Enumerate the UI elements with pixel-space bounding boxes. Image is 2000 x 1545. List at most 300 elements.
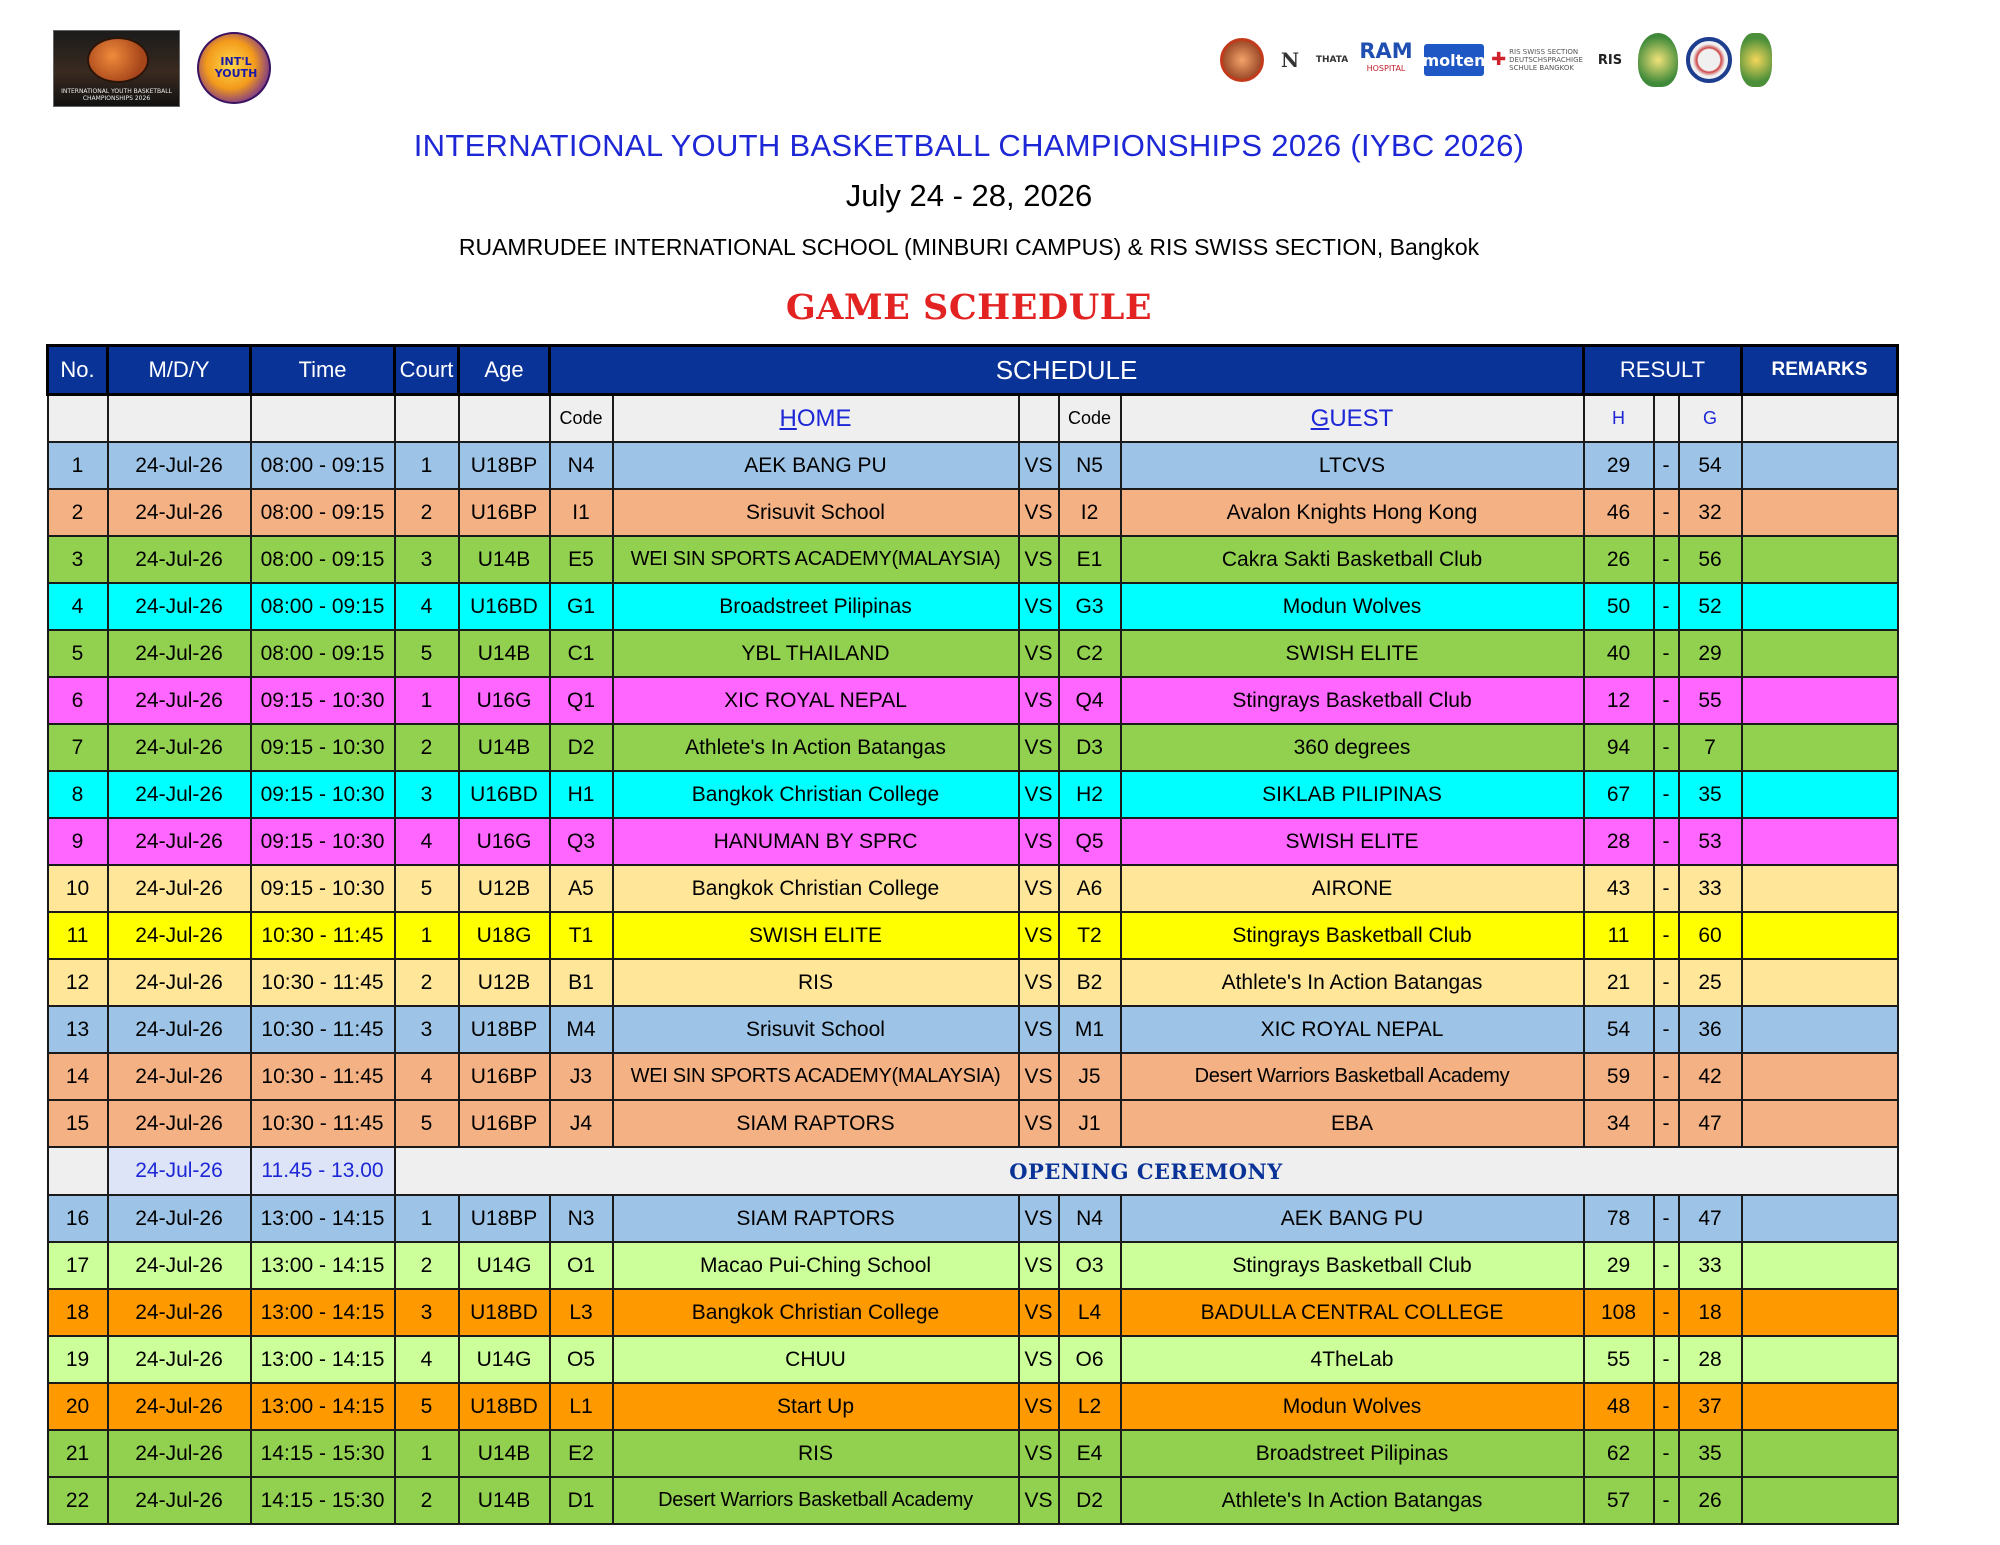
sponsor-molten-logo: molten (1424, 44, 1484, 76)
guest-score: 29 (1679, 630, 1742, 677)
game-no: 17 (48, 1242, 108, 1289)
game-time: 08:00 - 09:15 (251, 630, 395, 677)
home-team-code: O1 (550, 1242, 613, 1289)
guest-team-name: BADULLA CENTRAL COLLEGE (1121, 1289, 1584, 1336)
sponsor-logos (1220, 30, 1780, 90)
table-subheader-row (48, 395, 1898, 443)
home-team-code: N3 (550, 1195, 613, 1242)
guest-score: 26 (1679, 1477, 1742, 1524)
vs-label: VS (1019, 1053, 1059, 1100)
guest-team-code: A6 (1059, 865, 1121, 912)
remarks-cell (1742, 912, 1898, 959)
guest-team-name: Broadstreet Pilipinas (1121, 1430, 1584, 1477)
subheader-blank (459, 395, 550, 443)
score-separator: - (1654, 1242, 1679, 1289)
table-row (48, 1195, 1898, 1242)
guest-score: 33 (1679, 1242, 1742, 1289)
game-court: 4 (395, 1336, 459, 1383)
guest-score: 52 (1679, 583, 1742, 630)
col-age-header: Age (459, 346, 550, 395)
game-court: 3 (395, 536, 459, 583)
game-date: 24-Jul-26 (108, 1195, 251, 1242)
score-separator: - (1654, 959, 1679, 1006)
game-date: 24-Jul-26 (108, 677, 251, 724)
guest-score: 7 (1679, 724, 1742, 771)
home-score: 12 (1584, 677, 1654, 724)
game-date: 24-Jul-26 (108, 1430, 251, 1477)
game-age-group: U18BP (459, 442, 550, 489)
vs-label: VS (1019, 536, 1059, 583)
score-separator: - (1654, 489, 1679, 536)
home-team-code: L1 (550, 1383, 613, 1430)
score-separator: - (1654, 912, 1679, 959)
home-score: 26 (1584, 536, 1654, 583)
remarks-cell (1742, 724, 1898, 771)
sponsor-thata-logo (1316, 37, 1348, 83)
guest-team-code: E1 (1059, 536, 1121, 583)
game-no: 15 (48, 1100, 108, 1147)
game-court: 1 (395, 912, 459, 959)
emblem-icon (1638, 33, 1678, 87)
guest-score: 47 (1679, 1100, 1742, 1147)
guest-team-code: Q5 (1059, 818, 1121, 865)
home-team-name: SWISH ELITE (613, 912, 1019, 959)
game-no: 7 (48, 724, 108, 771)
home-team-name: RIS (613, 959, 1019, 1006)
home-team-name: Athlete's In Action Batangas (613, 724, 1019, 771)
vs-label: VS (1019, 583, 1059, 630)
game-no: 9 (48, 818, 108, 865)
game-age-group: U14B (459, 536, 550, 583)
guest-team-code: C2 (1059, 630, 1121, 677)
game-time: 09:15 - 10:30 (251, 818, 395, 865)
remarks-cell (1742, 677, 1898, 724)
subheader-blank (48, 395, 108, 443)
table-row (48, 630, 1898, 677)
remarks-cell (1742, 1383, 1898, 1430)
home-header-initial: H (779, 404, 797, 432)
table-header-row (48, 346, 1898, 395)
guest-team-code: L4 (1059, 1289, 1121, 1336)
game-time: 13:00 - 14:15 (251, 1289, 395, 1336)
home-score: 50 (1584, 583, 1654, 630)
home-team-name: XIC ROYAL NEPAL (613, 677, 1019, 724)
score-separator: - (1654, 630, 1679, 677)
game-court: 3 (395, 1289, 459, 1336)
home-team-name: Desert Warriors Basketball Academy (613, 1477, 1019, 1524)
col-result-header: RESULT (1584, 346, 1742, 395)
game-time: 13:00 - 14:15 (251, 1242, 395, 1289)
youth-league-logo-text: INT'L YOUTH (214, 55, 258, 80)
guest-score: 28 (1679, 1336, 1742, 1383)
event-dates: July 24 - 28, 2026 (845, 178, 1093, 213)
game-court: 4 (395, 583, 459, 630)
guest-score: 56 (1679, 536, 1742, 583)
game-time: 14:15 - 15:30 (251, 1430, 395, 1477)
guest-header-initial: G (1310, 404, 1330, 432)
game-age-group: U18G (459, 912, 550, 959)
game-date: 24-Jul-26 (108, 724, 251, 771)
subheader-blank (108, 395, 251, 443)
game-age-group: U16BD (459, 583, 550, 630)
game-date: 24-Jul-26 (108, 630, 251, 677)
home-score: 94 (1584, 724, 1654, 771)
home-team-code: Q3 (550, 818, 613, 865)
remarks-cell (1742, 1006, 1898, 1053)
game-court: 2 (395, 724, 459, 771)
home-team-name: SIAM RAPTORS (613, 1100, 1019, 1147)
game-court: 2 (395, 959, 459, 1006)
association-seal-icon (1686, 37, 1732, 83)
col-date-header: M/D/Y (108, 346, 251, 395)
remarks-cell (1742, 1242, 1898, 1289)
home-team-code: J4 (550, 1100, 613, 1147)
game-time: 14:15 - 15:30 (251, 1477, 395, 1524)
home-team-name: SIAM RAPTORS (613, 1195, 1019, 1242)
game-age-group: U14B (459, 1430, 550, 1477)
game-court: 5 (395, 1383, 459, 1430)
guest-score: 36 (1679, 1006, 1742, 1053)
col-no-header: No. (48, 346, 108, 395)
guest-team-name: SWISH ELITE (1121, 630, 1584, 677)
table-row (48, 1336, 1898, 1383)
game-time: 09:15 - 10:30 (251, 771, 395, 818)
guest-team-code: E4 (1059, 1430, 1121, 1477)
home-team-code: D1 (550, 1477, 613, 1524)
home-code-header: Code (550, 395, 613, 443)
game-no: 18 (48, 1289, 108, 1336)
guest-team-code: O6 (1059, 1336, 1121, 1383)
game-no: 2 (48, 489, 108, 536)
remarks-cell (1742, 1477, 1898, 1524)
game-age-group: U18BP (459, 1006, 550, 1053)
table-row (48, 771, 1898, 818)
game-time: 10:30 - 11:45 (251, 1006, 395, 1053)
home-score: 62 (1584, 1430, 1654, 1477)
home-score: 54 (1584, 1006, 1654, 1053)
guest-score: 25 (1679, 959, 1742, 1006)
score-separator: - (1654, 1477, 1679, 1524)
score-separator: - (1654, 1100, 1679, 1147)
home-team-name: Srisuvit School (613, 489, 1019, 536)
guest-team-code: T2 (1059, 912, 1121, 959)
game-date: 24-Jul-26 (108, 1336, 251, 1383)
vs-label: VS (1019, 1006, 1059, 1053)
score-separator: - (1654, 1195, 1679, 1242)
game-no: 14 (48, 1053, 108, 1100)
guest-team-name: Athlete's In Action Batangas (1121, 959, 1584, 1006)
guest-score: 35 (1679, 1430, 1742, 1477)
home-score: 108 (1584, 1289, 1654, 1336)
game-time: 09:15 - 10:30 (251, 677, 395, 724)
home-team-name: Start Up (613, 1383, 1019, 1430)
guest-team-name: 4TheLab (1121, 1336, 1584, 1383)
guest-team-code: N4 (1059, 1195, 1121, 1242)
home-team-code: E5 (550, 536, 613, 583)
game-no: 4 (48, 583, 108, 630)
home-team-code: D2 (550, 724, 613, 771)
guest-score: 37 (1679, 1383, 1742, 1430)
home-team-code: C1 (550, 630, 613, 677)
guest-team-name: SWISH ELITE (1121, 818, 1584, 865)
home-score: 57 (1584, 1477, 1654, 1524)
subheader-blank (1654, 395, 1679, 443)
game-age-group: U18BP (459, 1195, 550, 1242)
guest-team-code: D3 (1059, 724, 1121, 771)
game-court: 5 (395, 1100, 459, 1147)
guest-team-name: 360 degrees (1121, 724, 1584, 771)
home-team-name: Bangkok Christian College (613, 865, 1019, 912)
game-date: 24-Jul-26 (108, 489, 251, 536)
game-no: 10 (48, 865, 108, 912)
table-row (48, 818, 1898, 865)
score-separator: - (1654, 1336, 1679, 1383)
game-court: 1 (395, 442, 459, 489)
remarks-cell (1742, 583, 1898, 630)
game-date: 24-Jul-26 (108, 771, 251, 818)
col-remarks-header: REMARKS (1742, 346, 1898, 395)
guest-header (1121, 395, 1584, 443)
remarks-cell (1742, 1289, 1898, 1336)
game-no: 19 (48, 1336, 108, 1383)
table-row (48, 1242, 1898, 1289)
remarks-cell (1742, 1053, 1898, 1100)
game-date: 24-Jul-26 (108, 442, 251, 489)
sponsor-ris-text: RIS (1597, 52, 1623, 68)
home-score: 34 (1584, 1100, 1654, 1147)
game-date: 24-Jul-26 (108, 1053, 251, 1100)
table-row (48, 1100, 1898, 1147)
home-team-code: B1 (550, 959, 613, 1006)
sponsor-ris-swiss-logo (1492, 37, 1582, 83)
home-score: 48 (1584, 1383, 1654, 1430)
home-team-name: YBL THAILAND (613, 630, 1019, 677)
guest-team-name: Avalon Knights Hong Kong (1121, 489, 1584, 536)
table-row (48, 583, 1898, 630)
home-team-code: T1 (550, 912, 613, 959)
result-h-header: H (1584, 395, 1654, 443)
iybc-logo (53, 30, 180, 107)
vs-label: VS (1019, 912, 1059, 959)
game-court: 4 (395, 1053, 459, 1100)
guest-team-name: XIC ROYAL NEPAL (1121, 1006, 1584, 1053)
remarks-cell (1742, 865, 1898, 912)
home-score: 11 (1584, 912, 1654, 959)
score-separator: - (1654, 442, 1679, 489)
guest-team-name: Stingrays Basketball Club (1121, 1242, 1584, 1289)
home-team-name: Bangkok Christian College (613, 771, 1019, 818)
guest-team-code: H2 (1059, 771, 1121, 818)
game-age-group: U16BD (459, 771, 550, 818)
vs-label: VS (1019, 630, 1059, 677)
guest-team-code: D2 (1059, 1477, 1121, 1524)
game-date: 24-Jul-26 (108, 1477, 251, 1524)
table-row (48, 536, 1898, 583)
game-age-group: U14G (459, 1242, 550, 1289)
vs-label: VS (1019, 771, 1059, 818)
guest-team-name: EBA (1121, 1100, 1584, 1147)
remarks-cell (1742, 771, 1898, 818)
home-team-code: I1 (550, 489, 613, 536)
game-time: 10:30 - 11:45 (251, 912, 395, 959)
game-time: 10:30 - 11:45 (251, 1053, 395, 1100)
score-separator: - (1654, 1430, 1679, 1477)
home-team-code: L3 (550, 1289, 613, 1336)
game-date: 24-Jul-26 (108, 1006, 251, 1053)
home-team-name: WEI SIN SPORTS ACADEMY(MALAYSIA) (613, 536, 1019, 583)
crest-icon (1740, 33, 1772, 87)
basketball-icon (87, 37, 149, 83)
game-time: 13:00 - 14:15 (251, 1336, 395, 1383)
home-team-name: AEK BANG PU (613, 442, 1019, 489)
subheader-blank (251, 395, 395, 443)
home-team-name: Macao Pui-Ching School (613, 1242, 1019, 1289)
schedule-heading: GAME SCHEDULE (785, 287, 1153, 328)
game-age-group: U18BD (459, 1383, 550, 1430)
home-score: 28 (1584, 818, 1654, 865)
game-date: 24-Jul-26 (108, 583, 251, 630)
col-time-header: Time (251, 346, 395, 395)
vs-label: VS (1019, 489, 1059, 536)
home-team-name: CHUU (613, 1336, 1019, 1383)
game-date: 24-Jul-26 (108, 912, 251, 959)
table-row (48, 1053, 1898, 1100)
games-afternoon (48, 1195, 1898, 1524)
game-no: 6 (48, 677, 108, 724)
guest-team-name: Modun Wolves (1121, 1383, 1584, 1430)
game-age-group: U18BD (459, 1289, 550, 1336)
guest-team-name: AEK BANG PU (1121, 1195, 1584, 1242)
score-separator: - (1654, 1006, 1679, 1053)
vs-label: VS (1019, 1336, 1059, 1383)
guest-score: 54 (1679, 442, 1742, 489)
subheader-blank (1742, 395, 1898, 443)
ceremony-name: OPENING CEREMONY (395, 1147, 1898, 1195)
home-team-name: Srisuvit School (613, 1006, 1019, 1053)
home-team-name: HANUMAN BY SPRC (613, 818, 1019, 865)
guest-team-name: SIKLAB PILIPINAS (1121, 771, 1584, 818)
game-time: 08:00 - 09:15 (251, 536, 395, 583)
game-age-group: U16G (459, 677, 550, 724)
game-date: 24-Jul-26 (108, 959, 251, 1006)
game-time: 13:00 - 14:15 (251, 1383, 395, 1430)
guest-score: 47 (1679, 1195, 1742, 1242)
swiss-cross-icon: ✚ (1491, 49, 1507, 70)
opening-ceremony-row (48, 1147, 1898, 1195)
game-age-group: U14B (459, 1477, 550, 1524)
col-court-header: Court (395, 346, 459, 395)
game-court: 2 (395, 489, 459, 536)
score-separator: - (1654, 724, 1679, 771)
game-schedule-table (46, 344, 1899, 1525)
game-no: 3 (48, 536, 108, 583)
guest-score: 32 (1679, 489, 1742, 536)
guest-team-code: O3 (1059, 1242, 1121, 1289)
game-court: 5 (395, 630, 459, 677)
home-score: 67 (1584, 771, 1654, 818)
game-date: 24-Jul-26 (108, 536, 251, 583)
vs-label: VS (1019, 959, 1059, 1006)
table-row (48, 1006, 1898, 1053)
game-court: 5 (395, 865, 459, 912)
guest-header-rest: UEST (1329, 404, 1394, 432)
ceremony-time: 11.45 - 13.00 (251, 1147, 395, 1195)
remarks-cell (1742, 442, 1898, 489)
sponsor-ram-text: RAM (1359, 39, 1413, 63)
home-team-code: H1 (550, 771, 613, 818)
guest-team-name: Stingrays Basketball Club (1121, 912, 1584, 959)
guest-team-code: J1 (1059, 1100, 1121, 1147)
game-time: 10:30 - 11:45 (251, 1100, 395, 1147)
home-team-name: WEI SIN SPORTS ACADEMY(MALAYSIA) (613, 1053, 1019, 1100)
score-separator: - (1654, 1053, 1679, 1100)
remarks-cell (1742, 536, 1898, 583)
vs-label: VS (1019, 1242, 1059, 1289)
guest-team-name: Modun Wolves (1121, 583, 1584, 630)
guest-team-code: B2 (1059, 959, 1121, 1006)
game-time: 08:00 - 09:15 (251, 442, 395, 489)
guest-score: 35 (1679, 771, 1742, 818)
game-court: 2 (395, 1242, 459, 1289)
game-age-group: U12B (459, 959, 550, 1006)
table-row (48, 1383, 1898, 1430)
table-row (48, 677, 1898, 724)
vs-label: VS (1019, 1383, 1059, 1430)
game-no: 21 (48, 1430, 108, 1477)
guest-score: 42 (1679, 1053, 1742, 1100)
game-court: 1 (395, 1195, 459, 1242)
home-team-code: A5 (550, 865, 613, 912)
vs-label: VS (1019, 724, 1059, 771)
game-date: 24-Jul-26 (108, 1383, 251, 1430)
home-team-code: J3 (550, 1053, 613, 1100)
game-time: 09:15 - 10:30 (251, 724, 395, 771)
table-row (48, 489, 1898, 536)
game-no: 11 (48, 912, 108, 959)
table-row (48, 724, 1898, 771)
vs-label: VS (1019, 1430, 1059, 1477)
subheader-blank (1019, 395, 1059, 443)
guest-team-name: AIRONE (1121, 865, 1584, 912)
game-court: 4 (395, 818, 459, 865)
remarks-cell (1742, 959, 1898, 1006)
ceremony-date: 24-Jul-26 (108, 1147, 251, 1195)
vs-label: VS (1019, 442, 1059, 489)
game-date: 24-Jul-26 (108, 1242, 251, 1289)
page-title: INTERNATIONAL YOUTH BASKETBALL CHAMPIONSHIPS 2026 (IYBC 2026) (413, 128, 1525, 163)
game-court: 1 (395, 1430, 459, 1477)
game-no: 16 (48, 1195, 108, 1242)
guest-team-name: Desert Warriors Basketball Academy (1121, 1053, 1584, 1100)
game-no: 8 (48, 771, 108, 818)
home-score: 55 (1584, 1336, 1654, 1383)
score-separator: - (1654, 771, 1679, 818)
home-score: 21 (1584, 959, 1654, 1006)
game-time: 10:30 - 11:45 (251, 959, 395, 1006)
home-team-code: M4 (550, 1006, 613, 1053)
guest-score: 60 (1679, 912, 1742, 959)
remarks-cell (1742, 489, 1898, 536)
home-score: 29 (1584, 442, 1654, 489)
sponsor-seal-icon (1220, 38, 1264, 82)
game-age-group: U16BP (459, 1100, 550, 1147)
sponsor-n-logo: N (1280, 48, 1300, 72)
game-no: 12 (48, 959, 108, 1006)
home-score: 40 (1584, 630, 1654, 677)
vs-label: VS (1019, 818, 1059, 865)
guest-team-name: Athlete's In Action Batangas (1121, 1477, 1584, 1524)
table-row (48, 442, 1898, 489)
